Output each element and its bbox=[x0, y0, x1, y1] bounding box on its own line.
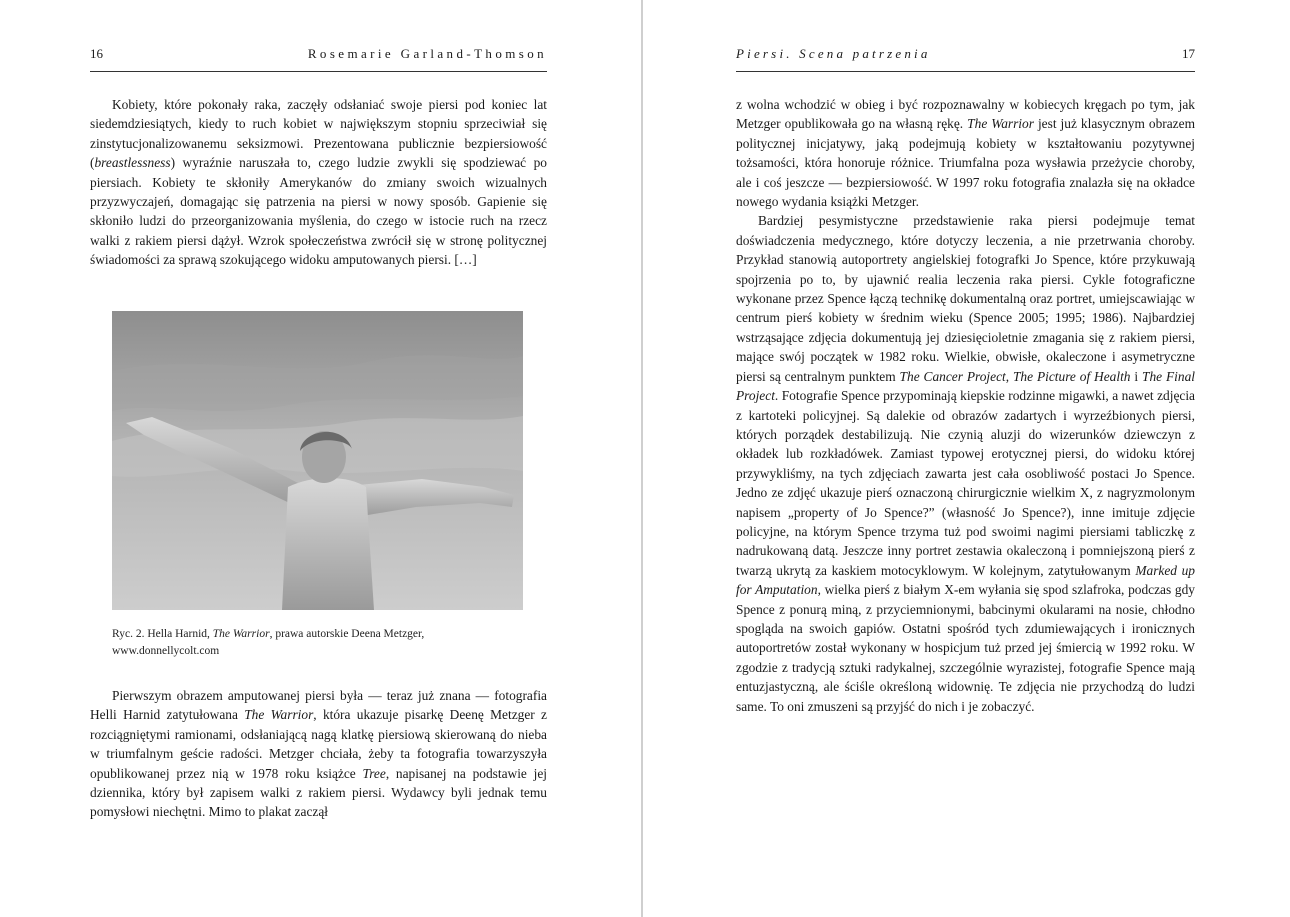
figure-caption: Ryc. 2. Hella Harnid, The Warrior, prawa autorskie Deena Metzger, www.donnellycolt.com bbox=[112, 626, 532, 660]
header-rule bbox=[90, 71, 547, 72]
page-number: 17 bbox=[1182, 46, 1195, 61]
paragraph: z wolna wchodzić w obieg i być rozpoznawalny w kobiecych kręgach po tym, jak Metzger opublikowała go na własną rękę. The Warrior jest już klasycznym obrazem politycznej inicjatywy, jaką podejmują kobiety w kształtowaniu pozytywnej tożsamości, która honoruje różnice. Triumfalna poza wysławia przeżycie choroby, ale i coś jeszcze — bezpiersiowość. W 1997 roku fotografia znalazła się na okładce nowego wydania książki Metzger. bbox=[736, 97, 1195, 210]
body-text bbox=[736, 95, 1195, 716]
header-rule bbox=[736, 71, 1195, 72]
figure-photo-the-warrior bbox=[112, 311, 523, 610]
paragraph: Bardziej pesymistyczne przedstawienie raka piersi podejmuje temat doświadczenia medycznego, które dotyczy leczenia, a nie przetrwania choroby. Przykład stanowią autoportrety angielskiej fotografki Jo Spence, które przykuwają spojrzenia po to, by ujawnić realia leczenia raka piersi. Cykle fotograficzne wykonane przez Spence łączą technikę dokumentalną oraz portret, umiejscawiając w centrum pierś kobiety w średnim wieku (Spence 2005; 1995; 1986). Najbardziej wstrząsające zdjęcia dokumentują jej dziesięcioletnie zmagania się z rakiem piersi, mające swój początek w 1982 roku. Wielkie, obwisłe, okaleczone i asymetryczne piersi są centralnym punktem The Cancer Project, The Picture of Health i The Final Project. Fotografie Spence przypominają kiepskie rodzinne migawki, a nawet zdjęcia z kartoteki policyjnej. Są dalekie od obrazów zadartych i wyrzeźbionych piersi, których porządek destabilizują. Nie czynią aluzji do wizerunków dziewczyn z okładek lub rozkładówek. Zamiast typowej erotycznej piersi, do widoku której przywykliśmy, na tych zdjęciach zawarta jest cała osobliwość postaci Jo Spence. Jedno ze zdjęć ukazuje pierś oznaczoną chirurgicznie wielkim X, z nagryzmolonym napisem „property of Jo Spence?” (własność Jo Spence?), inne imituje zdjęcie policyjne, na którym Spence trzyma tuż pod swoimi nagimi piersiami tabliczkę z nadrukowaną datą. Jeszcze inny portret zestawia okaleczoną i pomniejszoną pierś z twarzą ukrytą za kaskiem motocyklowym. W kolejnym, zatytułowanym Marked up for Amputation, wielka pierś z białym X-em wyłania się spod szlafroka, podczas gdy Spence z ponurą miną, z przyciemnionymi, babcinymi okularami na nosie, chłodno spogląda na swoich gapiów. Ostatni spośród tych zdumiewających i ironicznych autoportretów został wykonany w hospicjum tuż przed jej śmiercią w 1992 roku. W zgodzie z tradycją sztuki radykalnej, szczególnie wyrazistej, fotografie Spence mają entuzjastyczną, ale ściśle określoną widownię. Te zdjęcia nie przychodzą do ludzi same. To oni zmuszeni są przyjść do nich i je zobaczyć. bbox=[736, 213, 1195, 714]
author-running-title: Rosemarie Garland-Thomson bbox=[307, 46, 547, 61]
chapter-running-title: Piersi. Scena patrzenia bbox=[736, 46, 931, 61]
paragraph: Pierwszym obrazem amputowanej piersi była — teraz już znana — fotografia Helli Harnid zatytułowana The Warrior, która ukazuje pisarkę Deenę Metzger z rozciągniętymi ramionami, odsłaniającą nagą klatkę piersiową skierowaną do nieba w triumfalnym geście radości. Metzger chciała, żeby ta fotografia towarzyszyła opublikowanej przez nią w 1978 roku książce Tree, napisanej na podstawie jej dziennika, który był zapisem walki z rakiem piersi. Wydawcy byli jednak temu pomysłowi niechętni. Mimo to plakat zaczął bbox=[90, 688, 547, 820]
left-running-head bbox=[90, 45, 547, 63]
right-running-head bbox=[736, 45, 1195, 63]
page-number: 16 bbox=[90, 46, 103, 61]
left-page bbox=[90, 0, 547, 917]
body-text-bottom bbox=[90, 686, 547, 822]
caption-url: www.donnellycolt.com bbox=[112, 645, 220, 657]
body-text-top bbox=[90, 95, 547, 270]
right-page bbox=[736, 0, 1195, 917]
page-gutter bbox=[641, 0, 643, 917]
paragraph: Kobiety, które pokonały raka, zaczęły odsłaniać swoje piersi pod koniec lat siedemdziesiątych, kiedy to ruch kobiet w największym stopniu sprzeciwiał się zinstytucjonalizowanemu seksizmowi. Prezentowana publicznie bezpiersiowość (breastlessness) wyraźnie naruszała to, czego ludzie zwykli się spodziewać po piersiach. Kobiety te skłoniły Amerykanów do zmiany swoich wizualnych przyzwyczajeń, domagając się patrzenia na piersi w nowy sposób. Gapienie się skłoniło ludzi do przeorganizowania myślenia, do czego w istocie ruch na rzecz walki z rakiem piersi dążył. Wzrok społeczeństwa zwrócił się w stronę politycznej świadomości za sprawą szokującego widoku amputowanych piersi. […] bbox=[90, 97, 547, 268]
